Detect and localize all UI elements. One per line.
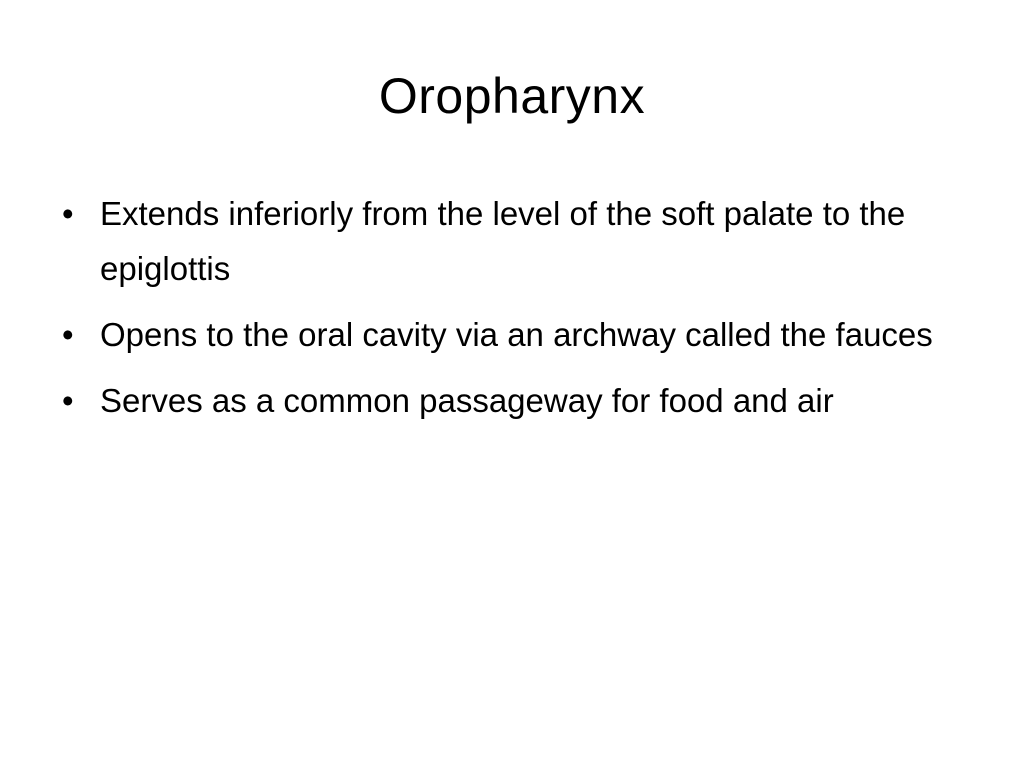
bullet-marker: •: [62, 195, 74, 232]
bullet-list: [62, 186, 962, 439]
slide-title: Oropharynx: [378, 68, 646, 124]
bullet-text: Extends inferiorly from the level of the soft palate to the epiglottis: [100, 195, 906, 287]
bullet-marker: •: [62, 382, 74, 419]
bullet-text: Serves as a common passageway for food and air: [100, 382, 834, 419]
bullet-marker: •: [62, 316, 74, 353]
bullet-item: [62, 186, 962, 296]
bullet-text: Opens to the oral cavity via an archway called the fauces: [100, 316, 933, 353]
bullet-item: [62, 373, 962, 428]
bullet-item: [62, 307, 962, 362]
